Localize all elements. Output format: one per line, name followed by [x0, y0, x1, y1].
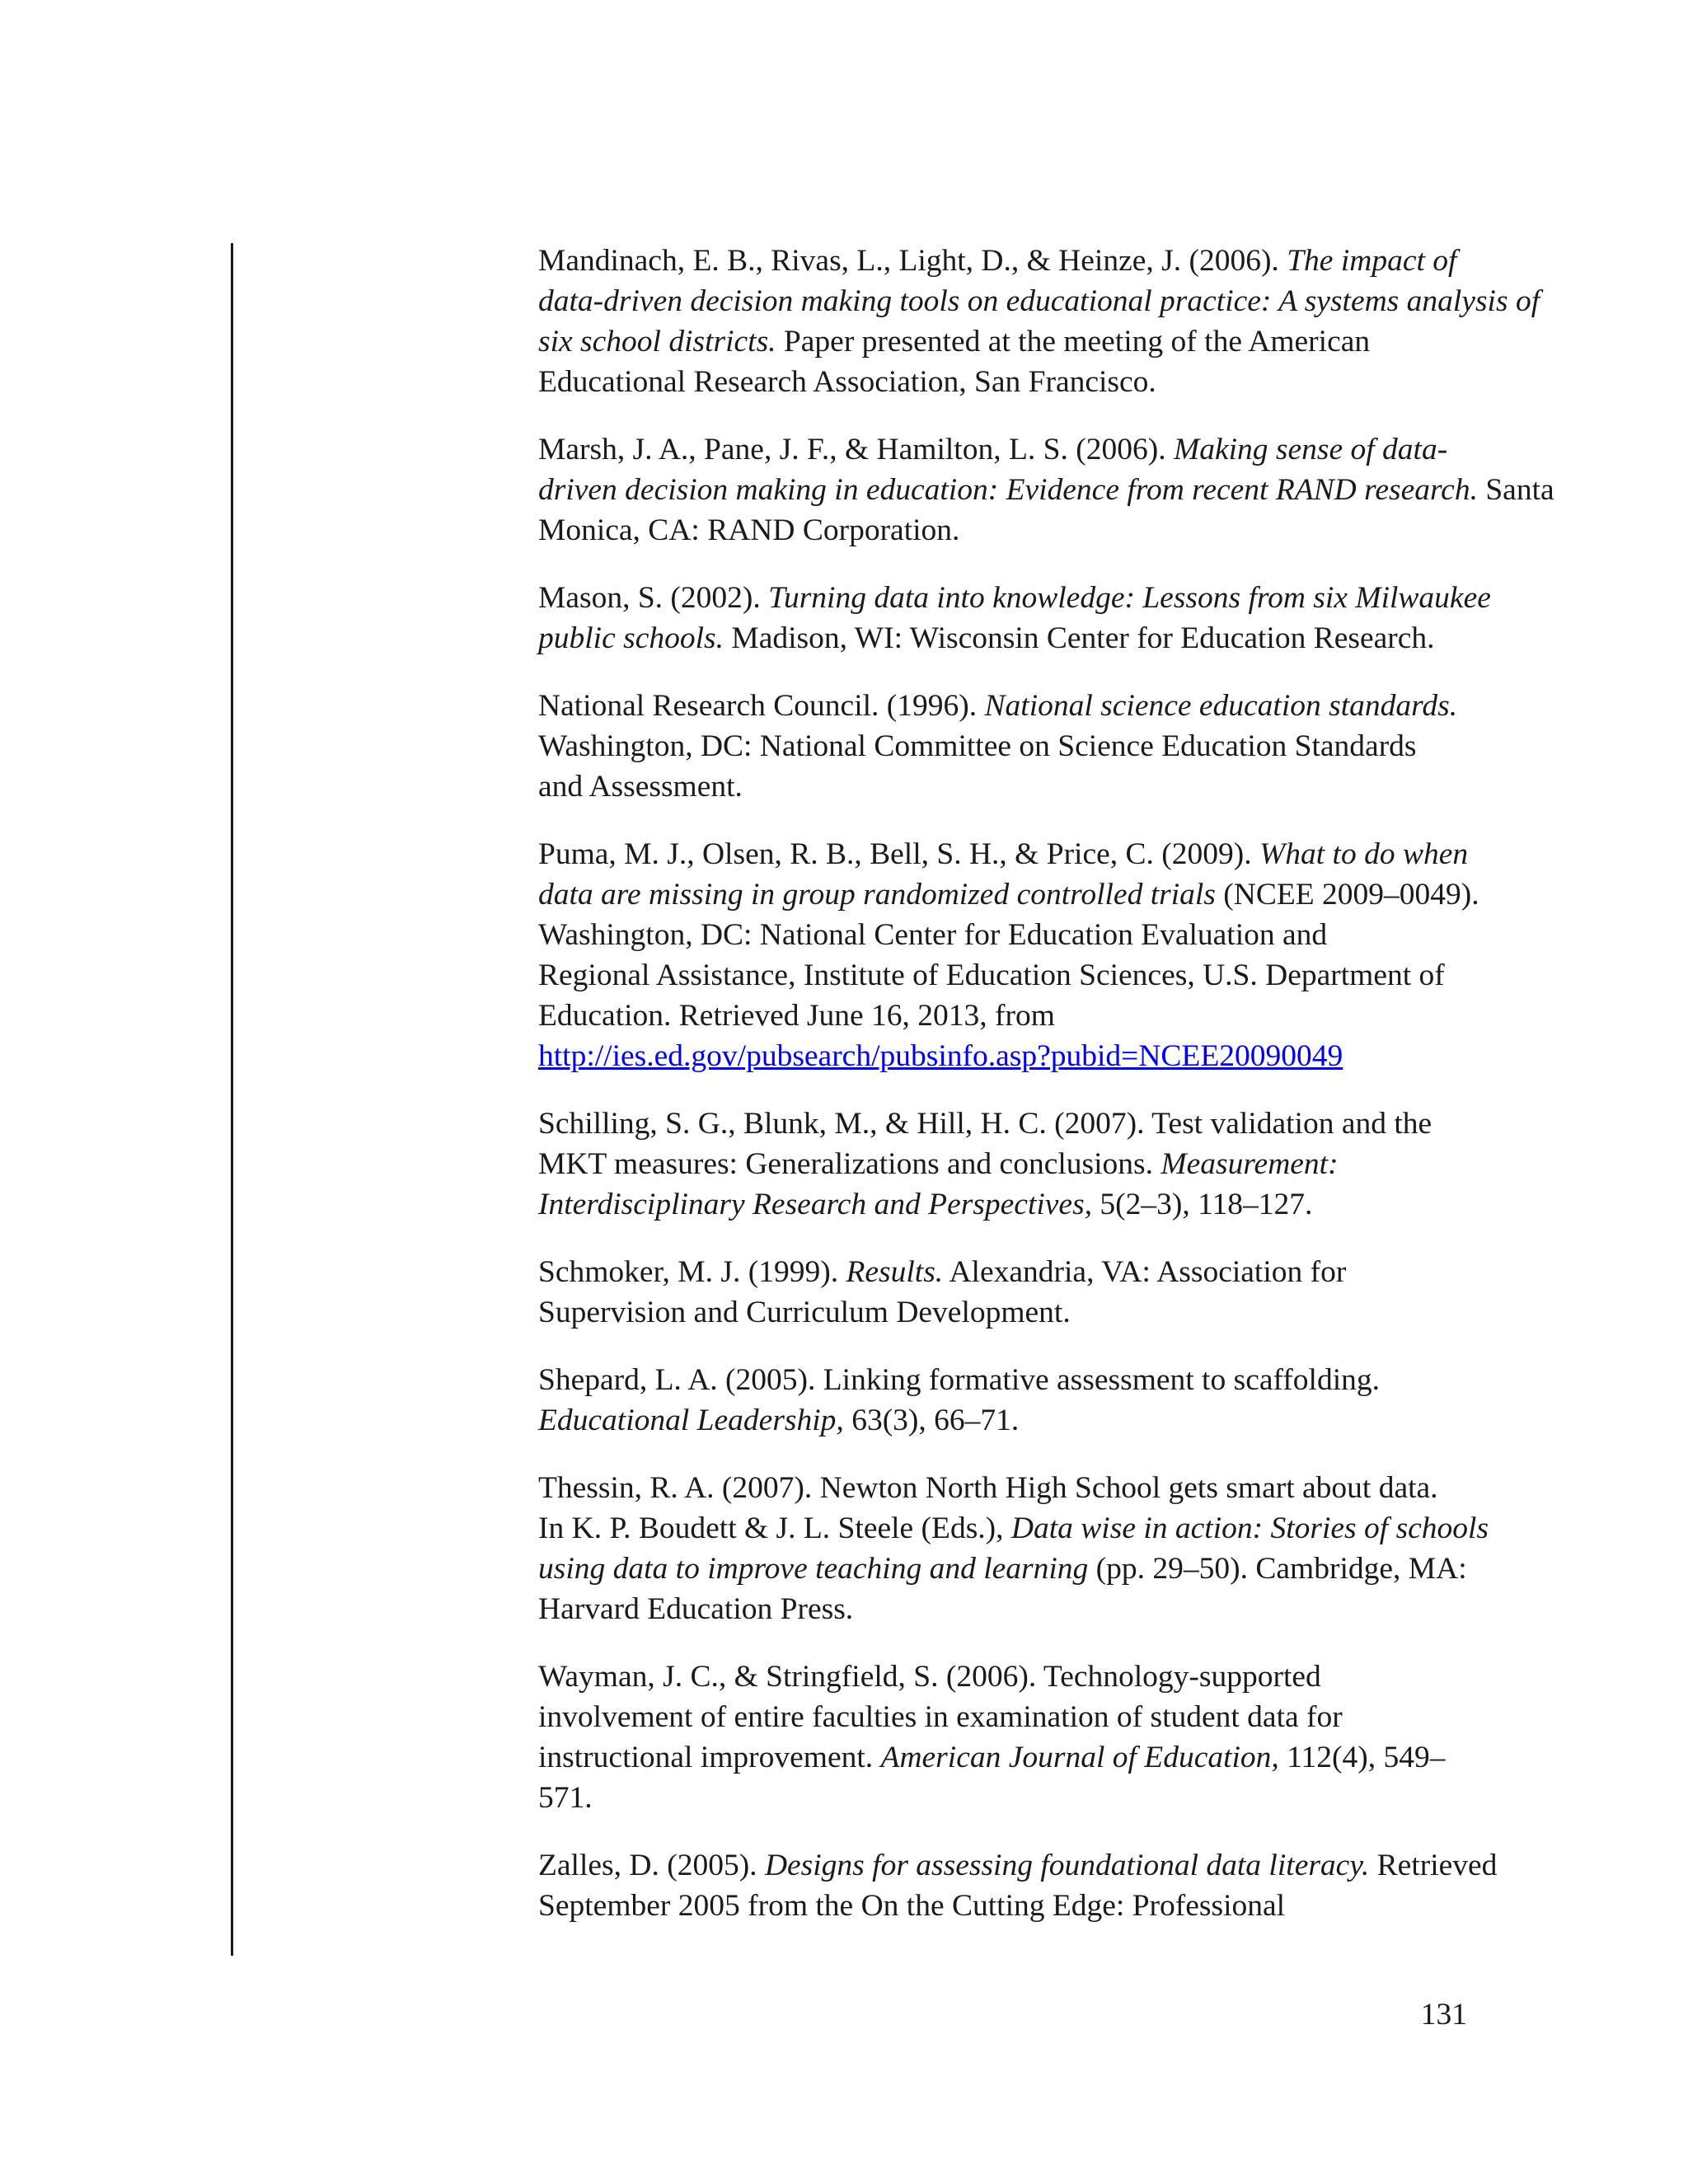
- reference-text: 571.: [538, 1781, 593, 1815]
- reference-line: [538, 1036, 1486, 1076]
- reference-line: [538, 1845, 1498, 1886]
- reference-line: [538, 686, 1486, 726]
- reference-line: [538, 241, 1486, 281]
- reference-title-italic: What to do when: [1259, 837, 1469, 871]
- reference-line: [538, 1737, 1486, 1778]
- reference-text: In K. P. Boudett & J. L. Steele (Eds.),: [538, 1511, 1011, 1545]
- reference-entry: [538, 1252, 1486, 1333]
- margin-rule: [231, 243, 233, 1956]
- reference-title-italic: six school districts.: [538, 325, 776, 359]
- reference-entry: [538, 686, 1486, 807]
- reference-line: [538, 281, 1540, 321]
- reference-line: [538, 726, 1486, 766]
- reference-link[interactable]: http://ies.ed.gov/pubsearch/pubsinfo.asp?pubid=NCEE20090049: [538, 1039, 1343, 1073]
- reference-line: [538, 1468, 1486, 1508]
- reference-line: [538, 618, 1486, 658]
- reference-entry: [538, 1468, 1489, 1629]
- reference-text: MKT measures: Generalizations and conclusions.: [538, 1147, 1161, 1181]
- reference-line: [538, 321, 1486, 362]
- reference-line: [538, 1360, 1486, 1400]
- reference-line: [538, 1697, 1486, 1737]
- reference-text: Supervision and Curriculum Development.: [538, 1296, 1071, 1329]
- reference-title-italic: Interdisciplinary Research and Perspectives,: [538, 1188, 1093, 1221]
- reference-text: Zalles, D. (2005).: [538, 1849, 765, 1882]
- reference-line: [538, 1144, 1486, 1184]
- reference-line: [538, 1657, 1486, 1697]
- reference-line: [538, 510, 1486, 551]
- reference-line: [538, 1184, 1486, 1225]
- reference-title-italic: National science education standards.: [984, 689, 1458, 723]
- reference-text: Shepard, L. A. (2005). Linking formative assessment to scaffolding.: [538, 1363, 1380, 1397]
- reference-text: instructional improvement.: [538, 1741, 881, 1774]
- reference-line: [538, 1292, 1486, 1333]
- reference-line: [538, 1549, 1486, 1589]
- reference-text: National Research Council. (1996).: [538, 689, 985, 723]
- reference-text: Puma, M. J., Olsen, R. B., Bell, S. H., & Price, C. (2009).: [538, 837, 1260, 871]
- reference-title-italic: data-driven decision making tools on educational practice: A systems analysis of: [538, 284, 1540, 318]
- reference-text: Alexandria, VA: Association for: [943, 1255, 1347, 1289]
- reference-title-italic: Measurement:: [1160, 1147, 1339, 1181]
- reference-text: (NCEE 2009–0049).: [1215, 878, 1479, 912]
- reference-text: Education. Retrieved June 16, 2013, from: [538, 999, 1055, 1033]
- reference-title-italic: driven decision making in education: Evidence from recent RAND research.: [538, 473, 1478, 507]
- reference-text: Wayman, J. C., & Stringfield, S. (2006). Technology-supported: [538, 1660, 1321, 1694]
- reference-title-italic: public schools.: [538, 621, 724, 655]
- reference-line: [538, 915, 1486, 955]
- reference-text: Regional Assistance, Institute of Education Sciences, U.S. Department of: [538, 958, 1445, 992]
- reference-entry: [538, 429, 1554, 551]
- reference-title-italic: using data to improve teaching and learning: [538, 1552, 1089, 1586]
- reference-line: [538, 834, 1486, 874]
- reference-line: [538, 429, 1486, 470]
- reference-line: [538, 1400, 1486, 1441]
- reference-line: [538, 1778, 1486, 1818]
- reference-text: Washington, DC: National Center for Education Evaluation and: [538, 918, 1328, 952]
- reference-line: [538, 1252, 1486, 1292]
- reference-text: (pp. 29–50). Cambridge, MA:: [1088, 1552, 1467, 1586]
- reference-entry: [538, 1657, 1486, 1818]
- reference-entry: [538, 578, 1491, 658]
- reference-text: 63(3), 66–71.: [843, 1404, 1020, 1437]
- reference-title-italic: data are missing in group randomized controlled trials: [538, 878, 1216, 912]
- reference-text: Madison, WI: Wisconsin Center for Education Research.: [723, 621, 1435, 655]
- reference-line: [538, 1508, 1489, 1549]
- reference-line: [538, 578, 1491, 618]
- page-number: 131: [1420, 1998, 1467, 2032]
- reference-title-italic: Data wise in action: Stories of schools: [1010, 1511, 1489, 1545]
- reference-text: 5(2–3), 118–127.: [1092, 1188, 1313, 1221]
- reference-text: Educational Research Association, San Francisco.: [538, 365, 1156, 399]
- reference-line: [538, 1886, 1486, 1926]
- reference-entry: [538, 834, 1486, 1076]
- reference-text: Mandinach, E. B., Rivas, L., Light, D., & Heinze, J. (2006).: [538, 244, 1287, 278]
- reference-text: Santa: [1477, 473, 1554, 507]
- reference-text: 112(4), 549–: [1278, 1741, 1446, 1774]
- reference-list: [538, 241, 1554, 1953]
- reference-text: Paper presented at the meeting of the American: [776, 325, 1371, 359]
- reference-text: Marsh, J. A., Pane, J. F., & Hamilton, L. S. (2006).: [538, 433, 1174, 466]
- reference-text: Retrieved: [1369, 1849, 1498, 1882]
- reference-line: [538, 874, 1486, 915]
- reference-title-italic: Making sense of data-: [1173, 433, 1448, 466]
- reference-text: and Assessment.: [538, 770, 743, 804]
- reference-line: [538, 1104, 1486, 1144]
- reference-title-italic: Results.: [846, 1255, 944, 1289]
- reference-text: Washington, DC: National Committee on Science Education Standards: [538, 729, 1417, 763]
- reference-line: [538, 766, 1486, 807]
- reference-line: [538, 470, 1554, 510]
- reference-text: Mason, S. (2002).: [538, 581, 769, 615]
- reference-text: Schilling, S. G., Blunk, M., & Hill, H. C. (2007). Test validation and the: [538, 1107, 1432, 1141]
- reference-line: [538, 955, 1486, 996]
- reference-text: Monica, CA: RAND Corporation.: [538, 513, 960, 547]
- reference-text: Schmoker, M. J. (1999).: [538, 1255, 846, 1289]
- reference-text: Harvard Education Press.: [538, 1592, 854, 1626]
- reference-title-italic: Turning data into knowledge: Lessons from six Milwaukee: [768, 581, 1491, 615]
- reference-title-italic: The impact of: [1287, 244, 1457, 278]
- reference-entry: [538, 1104, 1486, 1225]
- reference-line: [538, 1589, 1486, 1629]
- reference-line: [538, 996, 1486, 1036]
- reference-entry: [538, 1845, 1498, 1926]
- reference-text: involvement of entire faculties in examination of student data for: [538, 1700, 1343, 1734]
- reference-entry: [538, 1360, 1486, 1441]
- reference-title-italic: American Journal of Education,: [880, 1741, 1279, 1774]
- reference-title-italic: Designs for assessing foundational data literacy.: [764, 1849, 1370, 1882]
- reference-text: September 2005 from the On the Cutting Edge: Professional: [538, 1889, 1286, 1923]
- reference-entry: [538, 241, 1540, 402]
- reference-text: Thessin, R. A. (2007). Newton North High School gets smart about data.: [538, 1471, 1438, 1505]
- reference-line: [538, 362, 1486, 402]
- reference-title-italic: Educational Leadership,: [538, 1404, 844, 1437]
